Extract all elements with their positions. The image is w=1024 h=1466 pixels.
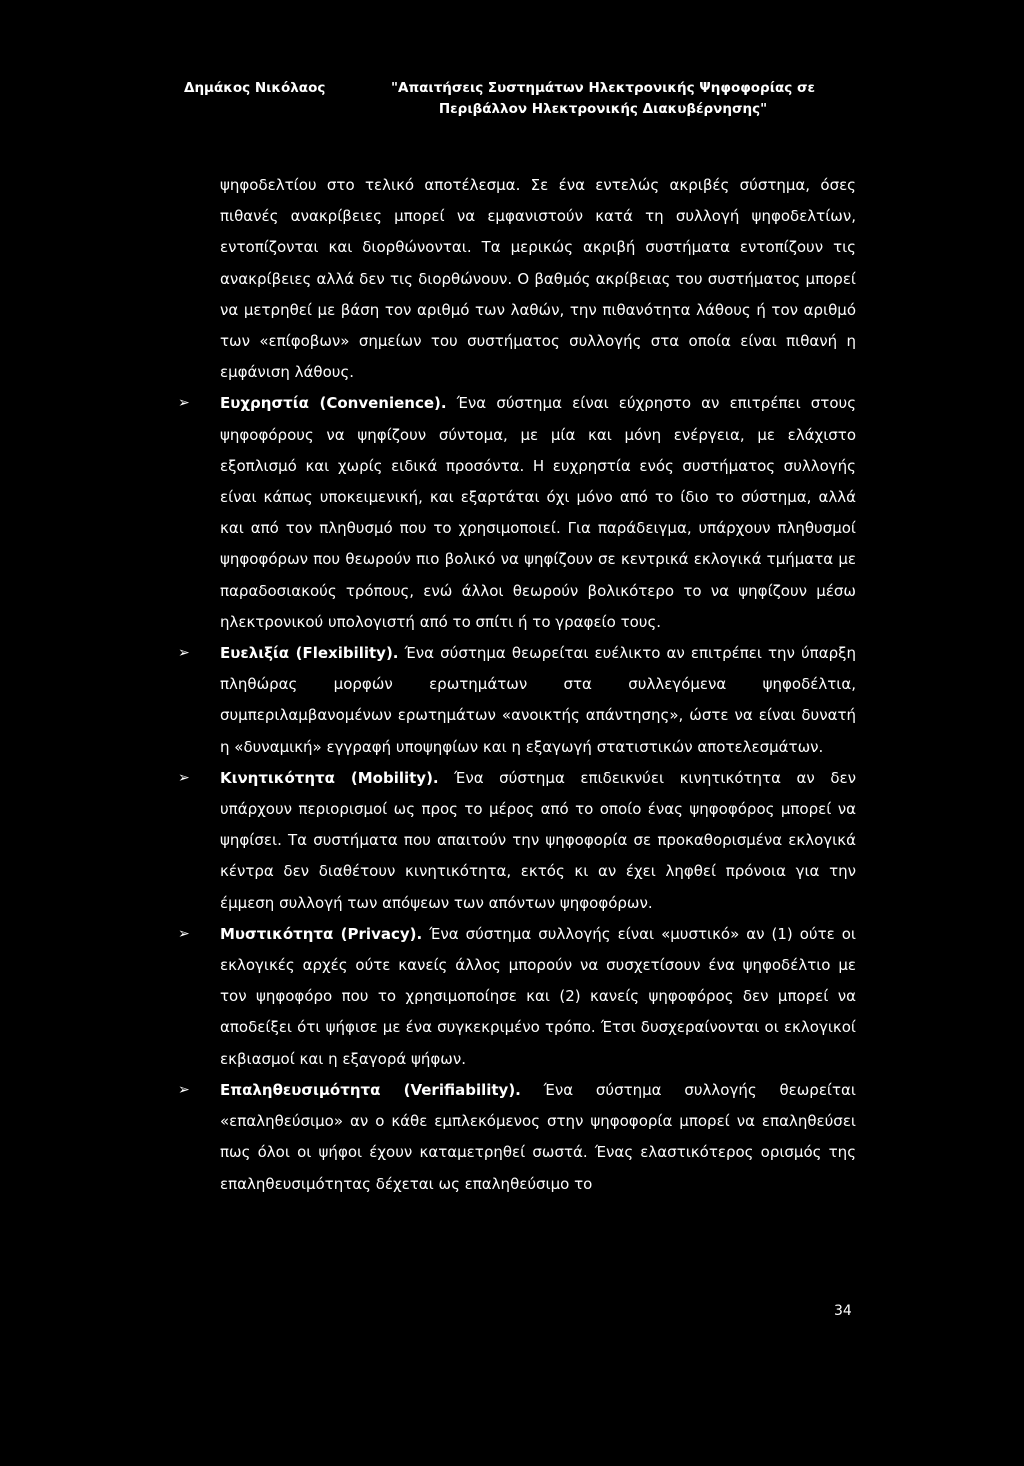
bullet-term: Κινητικότητα (Mobility).: [220, 768, 439, 787]
arrow-bullet-icon: ➢: [178, 395, 190, 412]
arrow-bullet-icon: ➢: [178, 925, 190, 942]
bullet-term: Ευελιξία (Flexibility).: [220, 644, 399, 663]
bullet-verifiability: [178, 1075, 856, 1200]
arrow-bullet-icon: ➢: [178, 1081, 190, 1098]
bullet-term: Μυστικότητα (Privacy).: [220, 924, 423, 943]
bullet-text: Ένα σύστημα επιδεικνύει κινητικότητα αν δεν υπάρχουν περιορισμοί ως προς το μέρος από το οποίο ένας ψηφοφόρος μπορεί να ψηφίσει. Τα συστήματα που απαιτούν την ψηφοφορία σε προκαθορισμένα εκλογικά κέντρα δεν διαθέτουν κινητικότητα, εκτός κι αν έχει ληφθεί πρόνοια για την έμμεση συλλογή των απόψεων των απόντων ψηφοφόρων.: [220, 768, 856, 912]
bullet-term: Ευχρηστία (Convenience).: [220, 394, 447, 413]
page-number: 34: [834, 1303, 852, 1319]
bullet-text: Ένα σύστημα είναι εύχρηστο αν επιτρέπει στους ψηφοφόρους να ψηφίζουν σύντομα, με μία και μόνη ενέργεια, με ελάχιστο εξοπλισμό και χωρίς ειδικά προσόντα. Η ευχρηστία ενός συστήματος συλλογής είναι κάπως υποκειμενική, και εξαρτάται όχι μόνο από το ίδιο το σύστημα, αλλά και από τον πληθυσμό που το χρησιμοποιεί. Για παράδειγμα, υπάρχουν πληθυσμοί ψηφοφόρων που θεωρούν πιο βολικό να ψηφίζουν σε κεντρικά εκλογικά τμήματα με παραδοσιακούς τρόπους, ενώ άλλοι θεωρούν βολικότερο το να ψηφίζουν μέσω ηλεκτρονικού υπολογιστή από το σπίτι ή το γραφείο τους.: [220, 394, 857, 631]
bullet-privacy: [178, 919, 856, 1075]
body-text: [178, 170, 857, 1200]
bullet-flexibility: [178, 638, 856, 763]
bullet-text: Ένα σύστημα θεωρείται ευέλικτο αν επιτρέπει την ύπαρξη πληθώρας μορφών ερωτημάτων στα συλλεγόμενα ψηφοδέλτια, συμπεριλαμβανομένων ερωτημάτων «ανοικτής απάντησης», ώστε να είναι δυνατή η «δυναμική» εγγραφή υποψηφίων και η εξαγωγή στατιστικών αποτελεσμάτων.: [220, 644, 856, 756]
bullet-mobility: [178, 763, 856, 919]
header-title: "Απαιτήσεις Συστημάτων Ηλεκτρονικής Ψηφοφορίας σε Περιβάλλον Ηλεκτρονικής Διακυβέρνησης": [391, 80, 815, 117]
bullet-term: Επαληθευσιμότητα (Verifiability).: [220, 1080, 521, 1099]
bullet-text: Ένα σύστημα συλλογής θεωρείται «επαληθεύσιμο» αν ο κάθε εμπλεκόμενος στην ψηφοφορία μπορεί να επαληθεύσει πως όλοι οι ψήφοι έχουν καταμετρηθεί σωστά. Ένας ελαστικότερος ορισμός της επαληθευσιμότητας δέχεται ως επαληθεύσιμο το: [220, 1080, 856, 1193]
bullet-text: Ένα σύστημα συλλογής είναι «μυστικό» αν (1) ούτε οι εκλογικές αρχές ούτε κανείς άλλος μπορούν να συσχετίσουν ένα ψηφοδέλτιο με τον ψηφοφόρο που το χρησιμοποίησε και (2) κανείς ψηφοφόρος δεν μπορεί να αποδείξει ότι ψήφισε με ένα συγκεκριμένο τρόπο. Έτσι δυσχεραίνονται οι εκλογικοί εκβιασμοί και η εξαγορά ψήφων.: [220, 924, 856, 1068]
intro-paragraph: ψηφοδελτίου στο τελικό αποτέλεσμα. Σε ένα εντελώς ακριβές σύστημα, όσες πιθανές ανακρίβειες μπορεί να εμφανιστούν κατά τη συλλογή ψηφοδελτίων, εντοπίζονται και διορθώνονται. Τα μερικώς ακριβή συστήματα εντοπίζουν τις ανακρίβειες αλλά δεν τις διορθώνουν. Ο βαθμός ακρίβειας του συστήματος μπορεί να μετρηθεί με βάση τον αριθμό των λαθών, την πιθανότητα λάθους ή τον αριθμό των «επίφοβων» σημείων του συστήματος συλλογής στα οποία είναι πιθανή η εμφάνιση λάθους.: [220, 176, 856, 382]
bullet-convenience: [178, 388, 857, 638]
arrow-bullet-icon: ➢: [178, 769, 190, 786]
arrow-bullet-icon: ➢: [178, 645, 190, 662]
header-author: Δημάκος Νικόλαος: [184, 80, 326, 96]
